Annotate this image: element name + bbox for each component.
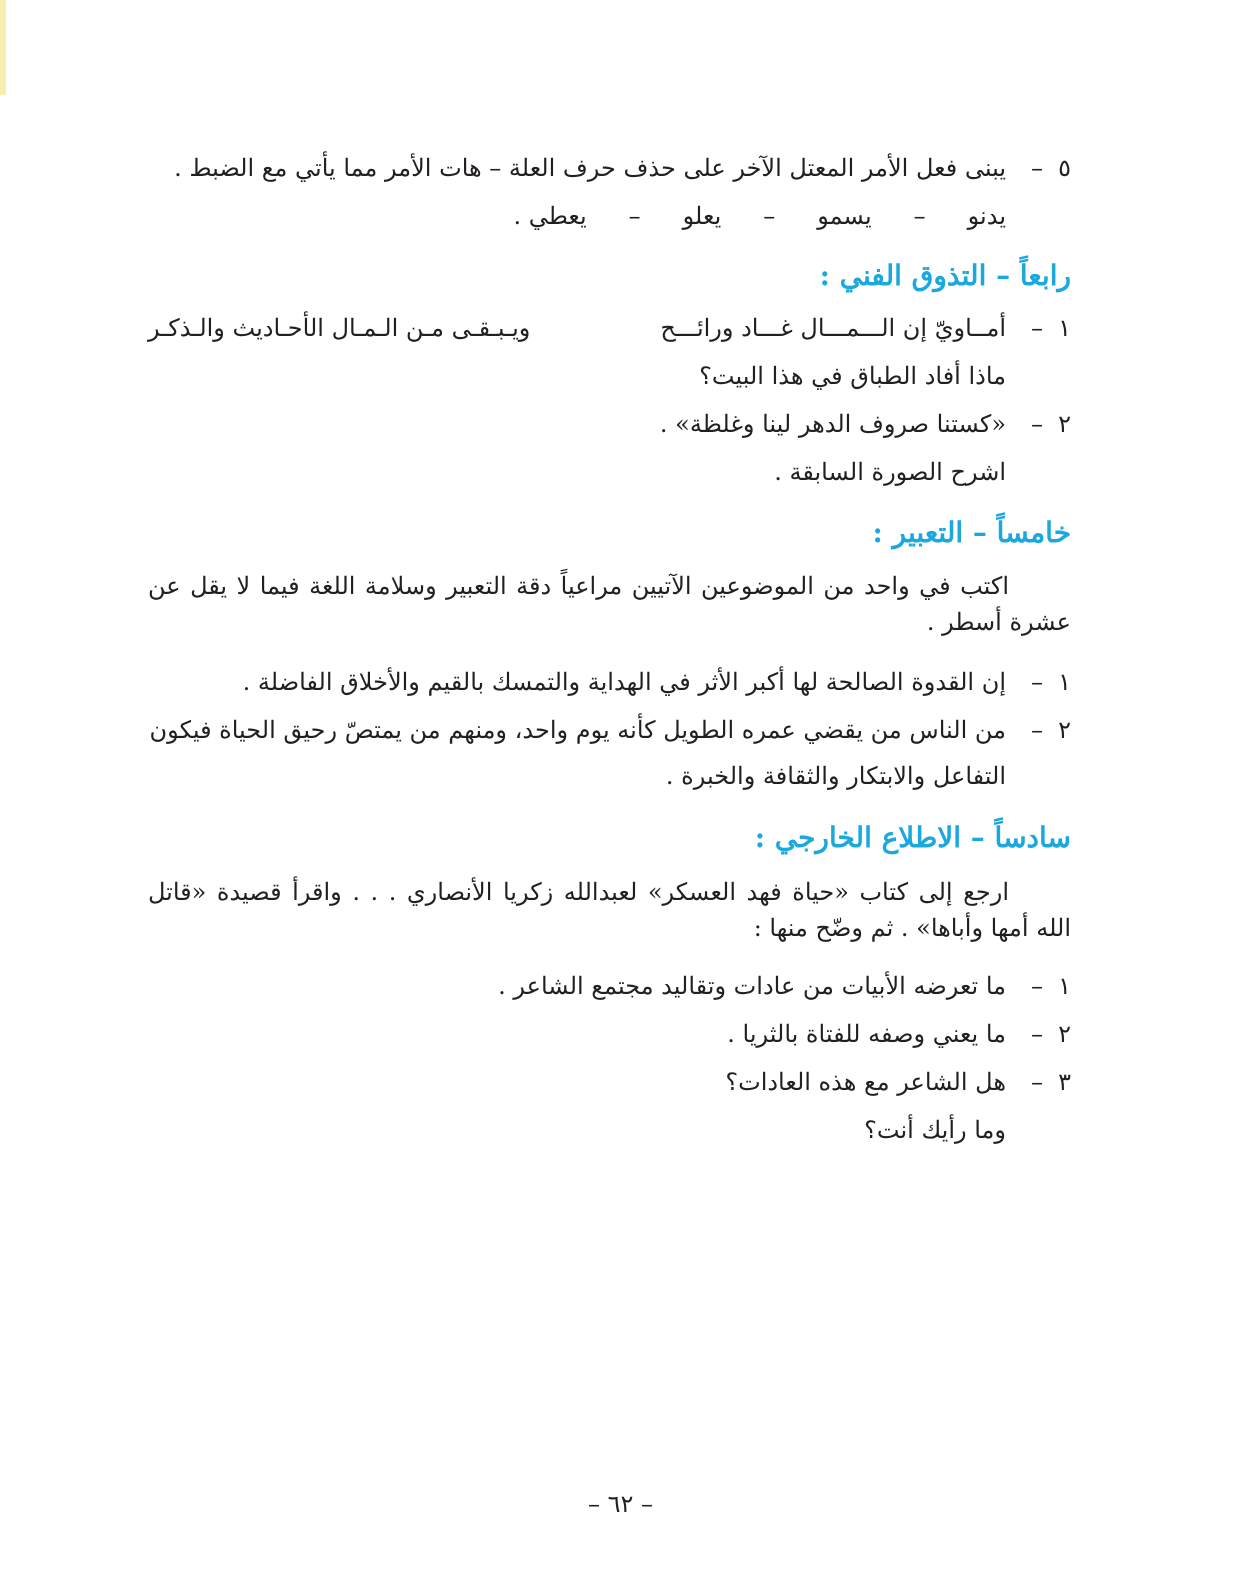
question-text: ماذا أفاد الطباق في هذا البيت؟ [699, 362, 1006, 390]
reading-intro: ارجع إلى كتاب «حياة فهد العسكر» لعبدالله زكريا الأنصاري . . . واقرأ قصيدة «قاتل الله أمها وأباها» . ثم وضّح منها : [148, 878, 1071, 942]
topic-text: إن القدوة الصالحة لها أكبر الأثر في الهداية والتمسك بالقيم والأخلاق الفاضلة . [242, 668, 1006, 696]
item-number: ٢ [1058, 716, 1071, 744]
item-dash: – [1031, 154, 1043, 182]
item-number: ٢ [1058, 410, 1071, 438]
item-number: ١ [1058, 972, 1071, 1000]
quotation-text: «كستنا صروف الدهر لينا وغلظة» . [659, 410, 1006, 438]
followup-question: وما رأيك أنت؟ [864, 1116, 1006, 1144]
verb-word: يعلو [682, 202, 722, 230]
separator: – [763, 202, 776, 230]
item-dash: – [1031, 314, 1043, 342]
item-number: ١ [1058, 314, 1071, 342]
verb-word: يسمو [817, 202, 872, 230]
question-text: ما تعرضه الأبيات من عادات وتقاليد مجتمع الشاعر . [498, 972, 1006, 1000]
separator: – [913, 202, 926, 230]
item-dash: – [1031, 410, 1043, 438]
item-dash: – [1031, 1020, 1043, 1048]
verb-word: يعطي . [513, 202, 587, 230]
verb-list [513, 198, 1006, 234]
page-number: – ٦٢ – [587, 1490, 654, 1518]
grammar-exercise-text: يبنى فعل الأمر المعتل الآخر على حذف حرف العلة – هات الأمر مما يأتي مع الضبط . [174, 154, 1006, 182]
item-number: ١ [1058, 668, 1071, 696]
topic-text: من الناس من يقضي عمره الطويل كأنه يوم واحد، ومنهم من يمتصّ رحيق الحياة فيكون [149, 716, 1006, 744]
first-hemistich: أمــاويّ إن الـــمـــال غـــاد ورائـــح [660, 314, 1006, 342]
question-text: ما يعني وصفه للفتاة بالثريا . [727, 1020, 1006, 1048]
expression-intro: اكتب في واحد من الموضوعين الآتيين مراعياً دقة التعبير وسلامة اللغة فيما لا يقل عن عشرة أسطر . [148, 572, 1071, 636]
topic-text-continued: التفاعل والابتكار والثقافة والخبرة . [665, 762, 1006, 790]
item-number: ٣ [1058, 1068, 1071, 1096]
second-hemistich: ويـبـقـى مـن الـمـال الأحـاديث والـذكـر [148, 314, 531, 342]
item-dash: – [1031, 972, 1043, 1000]
item-number: ٥ [1058, 154, 1071, 182]
verb-word: يدنو [967, 202, 1006, 230]
item-dash: – [1031, 1068, 1043, 1096]
item-dash: – [1031, 716, 1043, 744]
section-heading-expression: خامساً – التعبير : [872, 516, 1071, 549]
question-text: هل الشاعر مع هذه العادات؟ [725, 1068, 1006, 1096]
item-number: ٢ [1058, 1020, 1071, 1048]
separator: – [628, 202, 641, 230]
item-dash: – [1031, 668, 1043, 696]
section-heading-artistic-taste: رابعاً – التذوق الفني : [819, 259, 1071, 292]
poetry-verse [148, 310, 1006, 346]
section-heading-external-reading: سادساً – الاطلاع الخارجي : [754, 821, 1071, 854]
question-text: اشرح الصورة السابقة . [774, 458, 1006, 486]
